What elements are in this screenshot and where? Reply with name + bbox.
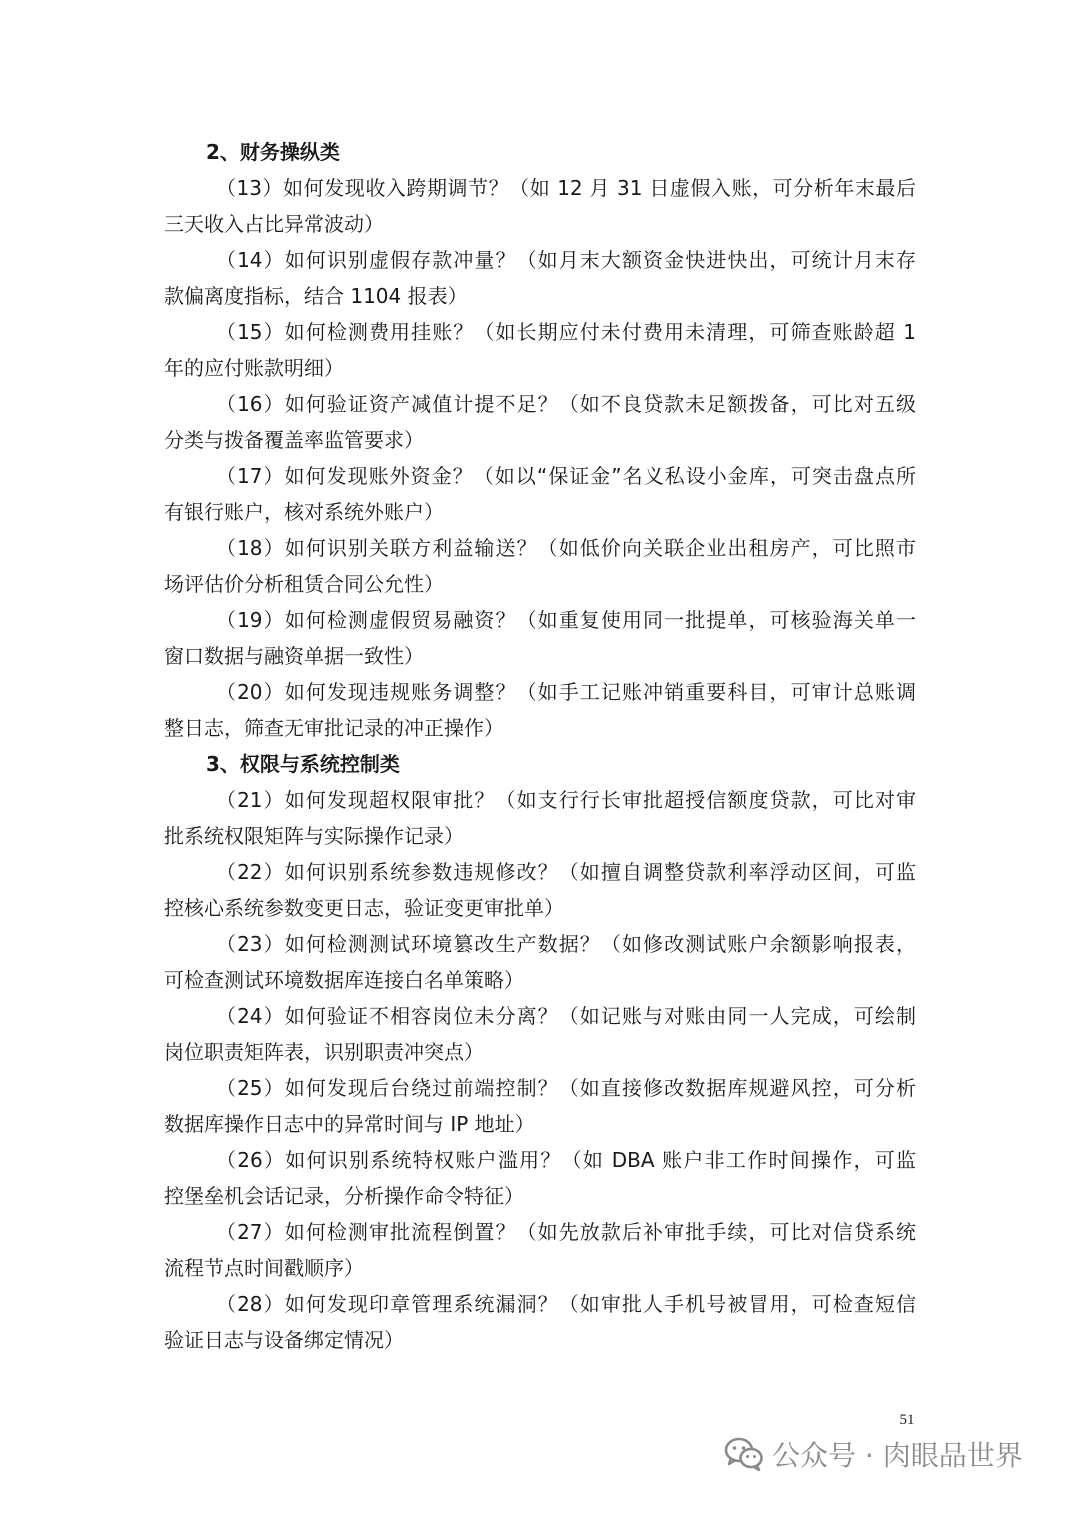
question-line: 控堡垒机会话记录，分析操作命令特征） [164, 1184, 524, 1208]
question-line: 控核心系统参数变更日志，验证变更审批单） [164, 896, 564, 920]
question-line: （20）如何发现违规账务调整？（如手工记账冲销重要科目，可审计总账调 [216, 680, 916, 704]
question-item [164, 602, 916, 674]
question-line: （21）如何发现超权限审批？（如支行行长审批超授信额度贷款，可比对审 [216, 788, 916, 812]
question-line: （18）如何识别关联方利益输送？（如低价向关联企业出租房产，可比照市 [216, 536, 916, 560]
document-body [164, 134, 916, 1358]
question-line: （22）如何识别系统参数违规修改？（如擅自调整贷款利率浮动区间，可监 [216, 860, 916, 884]
question-line: （16）如何验证资产减值计提不足？（如不良贷款未足额拨备，可比对五级 [216, 392, 916, 416]
question-item [164, 1286, 916, 1358]
question-line: （27）如何检测审批流程倒置？（如先放款后补审批手续，可比对信贷系统 [216, 1220, 916, 1244]
question-item [164, 314, 916, 386]
question-line: 三天收入占比异常波动） [164, 212, 384, 236]
question-item [164, 1070, 916, 1142]
question-line: 款偏离度指标，结合 1104 报表） [164, 284, 468, 308]
page-number: 51 [899, 1412, 915, 1428]
watermark-text: 公众号 · 肉眼品世界 [772, 1439, 1023, 1472]
question-line: （25）如何发现后台绕过前端控制？（如直接修改数据库规避风控，可分析 [216, 1076, 916, 1100]
question-line: （19）如何检测虚假贸易融资？（如重复使用同一批提单，可核验海关单一 [216, 608, 916, 632]
question-item [164, 458, 916, 530]
question-line: （28）如何发现印章管理系统漏洞？（如审批人手机号被冒用，可检查短信 [216, 1292, 916, 1316]
question-item [164, 386, 916, 458]
question-line: （13）如何发现收入跨期调节？（如 12 月 31 日虚假入账，可分析年末最后 [216, 176, 916, 200]
watermark [724, 1432, 1023, 1476]
question-item [164, 926, 916, 998]
question-line: （14）如何识别虚假存款冲量？（如月末大额资金快进快出，可统计月末存 [216, 248, 916, 272]
question-line: 有银行账户，核对系统外账户） [164, 500, 444, 524]
question-line: （24）如何验证不相容岗位未分离？（如记账与对账由同一人完成，可绘制 [216, 1004, 916, 1028]
question-line: 分类与拨备覆盖率监管要求） [164, 428, 424, 452]
question-line: 验证日志与设备绑定情况） [164, 1328, 404, 1352]
question-line: 场评估价分析租赁合同公允性） [164, 572, 444, 596]
question-line: （15）如何检测费用挂账？（如长期应付未付费用未清理，可筛查账龄超 1 [216, 320, 916, 344]
question-line: 年的应付账款明细） [164, 356, 344, 380]
question-line: （17）如何发现账外资金？（如以“保证金”名义私设小金库，可突击盘点所 [216, 464, 916, 488]
question-line: 数据库操作日志中的异常时间与 IP 地址） [164, 1112, 535, 1136]
question-line: 窗口数据与融资单据一致性） [164, 644, 424, 668]
question-line: （26）如何识别系统特权账户滥用？（如 DBA 账户非工作时间操作，可监 [216, 1148, 916, 1172]
question-line: 流程节点时间戳顺序） [164, 1256, 364, 1280]
question-line: 岗位职责矩阵表，识别职责冲突点） [164, 1040, 484, 1064]
question-item [164, 1214, 916, 1286]
section-heading: 3、权限与系统控制类 [206, 752, 400, 776]
question-item [164, 998, 916, 1070]
question-item [164, 854, 916, 926]
wechat-icon [724, 1437, 764, 1471]
question-item [164, 170, 916, 242]
question-line: 可检查测试环境数据库连接白名单策略） [164, 968, 524, 992]
question-item [164, 242, 916, 314]
question-item [164, 782, 916, 854]
section-heading: 2、财务操纵类 [206, 140, 340, 164]
question-item [164, 1142, 916, 1214]
question-item [164, 530, 916, 602]
question-item [164, 674, 916, 746]
question-line: 批系统权限矩阵与实际操作记录） [164, 824, 464, 848]
question-line: （23）如何检测测试环境篡改生产数据？（如修改测试账户余额影响报表， [216, 932, 916, 956]
question-line: 整日志，筛查无审批记录的冲正操作） [164, 716, 504, 740]
